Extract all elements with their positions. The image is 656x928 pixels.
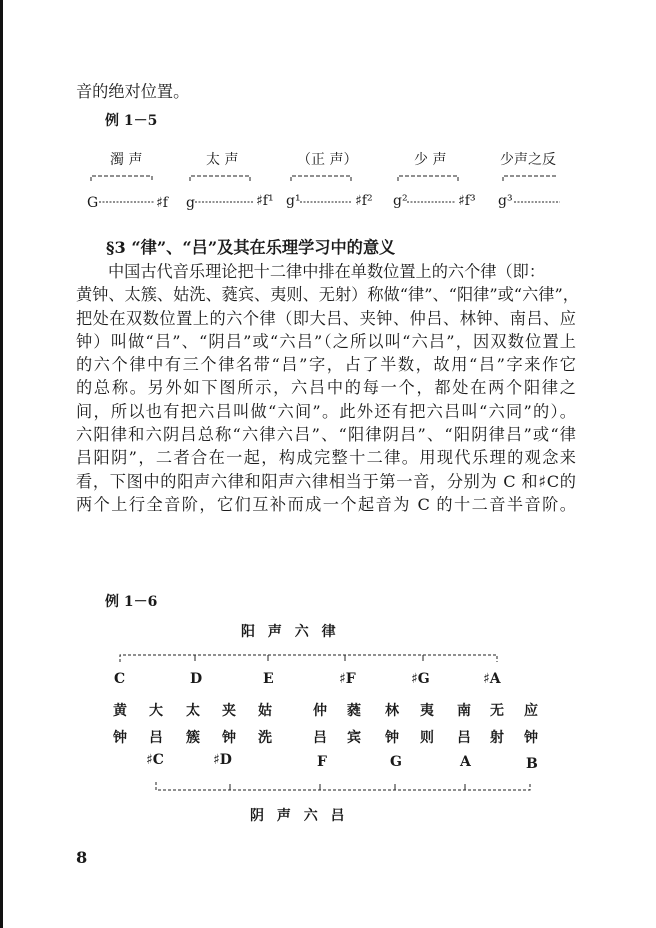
range-4-start: g² <box>393 193 408 209</box>
bottom-note-cs: ♯C <box>146 752 164 768</box>
bracket-zheng <box>291 176 351 181</box>
body-line-1: 中国古代音乐理论把十二律中排在单数位置上的六个律（即： <box>108 262 546 281</box>
lu-9-top: 夷 <box>420 703 434 719</box>
yin-title: 阴 声 六 吕 <box>250 808 349 824</box>
range-3-start: g¹ <box>286 193 301 209</box>
bottom-note-g: G <box>390 754 402 770</box>
body-line-8: 六阳律和六阴吕总称“六律六吕”、“阳律阴吕”、“阳阴律吕”或“律 <box>76 425 576 445</box>
lu-5-top: 姑 <box>258 703 272 719</box>
header-zheng: （正 声） <box>297 152 358 168</box>
top-note-e: E <box>263 671 274 687</box>
top-bracket <box>120 655 497 662</box>
top-note-gs: ♯G <box>411 671 430 687</box>
body-line-6: 的总称。另外如下图所示，六吕中的每一个，都处在两个阳律之 <box>76 378 576 398</box>
lu-11-bottom: 射 <box>490 730 504 746</box>
range-1-start: G <box>87 195 99 211</box>
lu-11-top: 无 <box>490 703 504 719</box>
example-1-5-label: 例 1－5 <box>105 113 158 129</box>
range-5-start: g³ <box>498 193 513 209</box>
page-number: 8 <box>76 848 88 867</box>
lu-4-bottom: 钟 <box>222 730 236 746</box>
lu-2-top: 大 <box>149 703 163 719</box>
bottom-bracket <box>156 782 530 790</box>
lu-9-bottom: 则 <box>420 730 434 746</box>
range-2-start: g <box>186 195 195 211</box>
bracket-shao-fan <box>503 176 558 181</box>
lu-12-bottom: 钟 <box>524 730 538 746</box>
top-note-fs: ♯F <box>339 671 356 687</box>
header-tai: 太 声 <box>206 152 239 168</box>
header-zhuo: 濁 声 <box>110 152 143 168</box>
lu-3-bottom: 簇 <box>186 730 200 746</box>
body-line-10: 看，下图中的阳声六律和阳声六律相当于第一音，分别为 C 和♯C的 <box>76 471 576 491</box>
lu-10-bottom: 吕 <box>457 730 471 746</box>
lu-8-bottom: 钟 <box>385 730 399 746</box>
lu-7-bottom: 宾 <box>347 730 361 746</box>
lu-8-top: 林 <box>385 703 399 719</box>
header-shao-fan: 少声之反 <box>500 152 556 168</box>
bottom-note-f: F <box>317 754 327 770</box>
lu-6-top: 仲 <box>313 703 327 719</box>
lu-1-bottom: 钟 <box>113 730 127 746</box>
bottom-note-ds: ♯D <box>213 752 232 768</box>
range-3-end: ♯f² <box>355 193 373 209</box>
body-line-9: 吕阳阴”，二者合在一起，构成完整十二律。用现代乐理的观念来 <box>76 448 576 468</box>
range-4-end: ♯f³ <box>458 193 476 209</box>
lu-7-top: 蕤 <box>347 703 361 719</box>
bottom-note-b: B <box>526 756 538 772</box>
header-shao: 少 声 <box>414 152 447 168</box>
top-line: 音的绝对位置。 <box>76 82 190 101</box>
bracket-zhuo <box>91 176 152 181</box>
body-line-4: 钟）叫做“吕”、“阴吕”或“六吕”（之所以叫“六吕”，因双数位置上 <box>76 331 576 351</box>
section-heading: §3 “律”、“吕”及其在乐理学习中的意义 <box>106 238 396 257</box>
body-line-7: 间，所以也有把六吕叫做“六间”。此外还有把六吕叫“六同”的）。 <box>76 401 576 421</box>
lu-3-top: 太 <box>186 703 200 719</box>
bracket-tai <box>190 176 250 181</box>
body-line-11: 两个上行全音阶，它们互补而成一个起音为 C 的十二音半音阶。 <box>76 494 576 514</box>
lu-10-top: 南 <box>457 703 471 719</box>
body-line-5: 的六个律中有三个律名带“吕”字，占了半数，故用“吕”字来作它 <box>76 355 576 375</box>
body-line-3: 把处在双数位置上的六个律（即大吕、夹钟、仲吕、林钟、南吕、应 <box>76 308 576 328</box>
range-2-end: ♯f¹ <box>256 193 274 209</box>
lu-1-top: 黄 <box>113 703 127 719</box>
example-1-6-label: 例 1－6 <box>105 594 158 610</box>
top-note-d: D <box>190 671 203 687</box>
top-note-as: ♯A <box>483 671 501 687</box>
lu-4-top: 夹 <box>222 703 236 719</box>
body-paragraph <box>76 260 579 516</box>
top-note-c: C <box>114 671 126 687</box>
lu-6-bottom: 吕 <box>313 730 327 746</box>
bracket-shao <box>398 176 458 181</box>
body-line-2: 黄钟、太簇、姑洗、蕤宾、夷则、无射）称做“律”、“阳律”或“六律”， <box>76 285 579 305</box>
yang-title: 阳 声 六 律 <box>241 624 340 640</box>
range-1-end: ♯f <box>156 195 168 211</box>
lu-12-top: 应 <box>524 703 538 719</box>
bottom-note-a: A <box>460 754 471 770</box>
lu-5-bottom: 洗 <box>258 730 272 746</box>
lu-2-bottom: 吕 <box>149 730 163 746</box>
